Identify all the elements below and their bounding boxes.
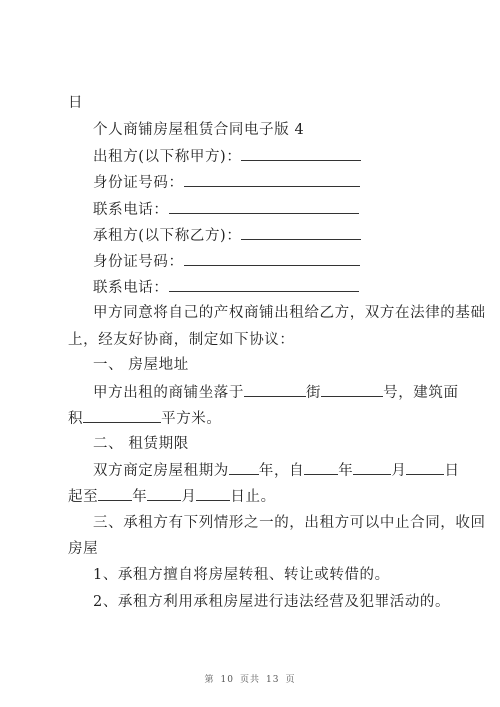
lessor-phone-row [93,199,359,220]
start-month-blank [353,460,391,475]
lessor-row [93,146,361,167]
section-2-title: 二、 租赁期限 [93,436,189,452]
footer-page-number: 10 [220,675,234,685]
s2-text-d: 月 [391,463,407,479]
lessee-phone-blank [169,277,359,292]
section-1-title: 一、 房屋地址 [93,357,189,373]
section-2-line-1 [93,460,460,481]
term-years-blank [229,460,259,475]
s2-text-i: 日止。 [230,489,276,505]
street-blank [244,382,306,397]
end-day-blank [196,486,230,501]
end-year-blank [98,486,132,501]
area-blank [83,408,161,423]
lessor-phone-blank [169,199,359,214]
s1-text-e: 平方米。 [161,411,222,427]
lessee-blank [241,225,361,240]
intro-line-2: 上，经友好协商，制定如下协议： [68,332,295,348]
section-2-line-2 [68,486,276,507]
lessor-id-blank [184,172,360,187]
top-fragment: 日 [68,95,84,111]
doc-title: 个人商铺房屋租赁合同电子版 4 [93,122,305,138]
footer-total-pages: 13 [266,675,280,685]
lessee-label: 承租方(以下称乙方)： [93,228,242,244]
lessor-label: 出租方(以下称甲方)： [93,149,242,165]
lessee-phone-label: 联系电话： [93,280,169,296]
s2-text-b: 年，自 [258,463,305,479]
footer-prefix: 第 [204,675,215,685]
lessee-row [93,225,361,246]
footer-middle: 页共 [239,675,260,685]
lessee-phone-row [93,277,359,298]
section-1-line-2 [68,408,222,429]
lessor-phone-label: 联系电话： [93,202,169,218]
footer-suffix: 页 [285,675,296,685]
number-blank [321,382,383,397]
s2-text-c: 年 [338,463,354,479]
lessor-blank [241,146,361,161]
s2-text-h: 月 [181,489,197,505]
lessor-id-row [93,172,360,193]
s2-text-f: 起至 [68,489,99,505]
s2-text-e: 日 [444,463,460,479]
page-footer [0,672,500,685]
lessee-id-blank [184,251,360,266]
s1-text-d: 积 [68,411,84,427]
s2-text-a: 双方商定房屋租期为 [93,463,229,479]
s1-text-b: 街 [306,385,322,401]
start-year-blank [304,460,338,475]
clause-item-2: 2、承租方利用承租房屋进行违法经营及犯罪活动的。 [93,594,451,610]
s1-text-c: 号，建筑面 [383,385,459,401]
section-3-line-1: 三、承租方有下列情形之一的，出租方可以中止合同，收回 [93,515,486,531]
section-3-line-2: 房屋 [68,541,99,557]
end-month-blank [147,486,181,501]
intro-line-1: 甲方同意将自己的产权商铺出租给乙方，双方在法律的基础 [93,305,486,321]
lessee-id-row [93,251,360,272]
s1-text-a: 甲方出租的商铺坐落于 [93,385,244,401]
lessee-id-label: 身份证号码： [93,254,184,270]
section-1-line-1 [93,382,459,403]
lessor-id-label: 身份证号码： [93,175,184,191]
s2-text-g: 年 [132,489,148,505]
start-day-blank [406,460,444,475]
clause-item-1: 1、承租方擅自将房屋转租、转让或转借的。 [93,567,390,583]
